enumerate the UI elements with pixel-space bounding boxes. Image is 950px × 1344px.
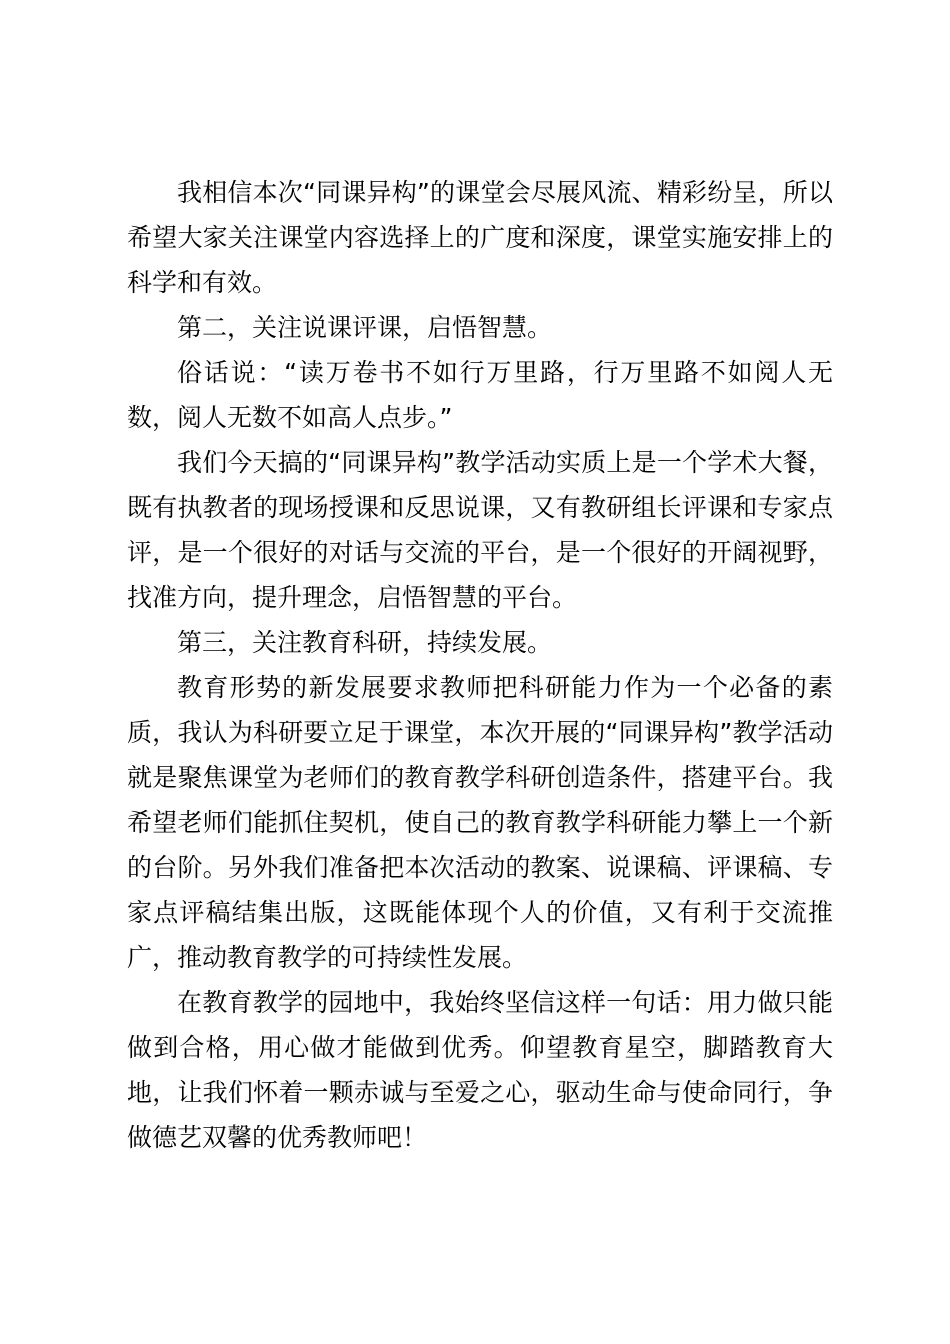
paragraph-4: 我们今天搞的“同课异构”教学活动实质上是一个学术大餐，既有执教者的现场授课和反思说课，又有教研组长评课和专家点评，是一个很好的对话与交流的平台，是一个很好的开阔视野，找准方向，提升理念，启悟智慧的平台。	[127, 448, 833, 612]
paragraph-3: 俗话说：“读万卷书不如行万里路，行万里路不如阅人无数，阅人无数不如高人点步。”	[127, 358, 833, 432]
paragraph-7: 在教育教学的园地中，我始终坚信这样一句话：用力做只能做到合格，用心做才能做到优秀。仰望教育星空，脚踏教育大地，让我们怀着一颗赤诚与至爱之心，驱动生命与使命同行，争做德艺双馨的优秀教师吧！	[127, 988, 833, 1152]
paragraph-1: 我相信本次“同课异构”的课堂会尽展风流、精彩纷呈，所以希望大家关注课堂内容选择上的广度和深度，课堂实施安排上的科学和有效。	[127, 178, 833, 297]
paragraph-5: 第三，关注教育科研，持续发展。	[177, 628, 553, 657]
paragraph-2: 第二，关注说课评课，启悟智慧。	[177, 313, 553, 342]
document-page	[127, 170, 833, 1160]
paragraph-6: 教育形势的新发展要求教师把科研能力作为一个必备的素质，我认为科研要立足于课堂，本次开展的“同课异构”教学活动就是聚焦课堂为老师们的教育教学科研创造条件，搭建平台。我希望老师们能抓住契机，使自己的教育教学科研能力攀上一个新的台阶。另外我们准备把本次活动的教案、说课稿、评课稿、专家点评稿结集出版，这既能体现个人的价值，又有利于交流推广，推动教育教学的可持续性发展。	[127, 673, 833, 972]
